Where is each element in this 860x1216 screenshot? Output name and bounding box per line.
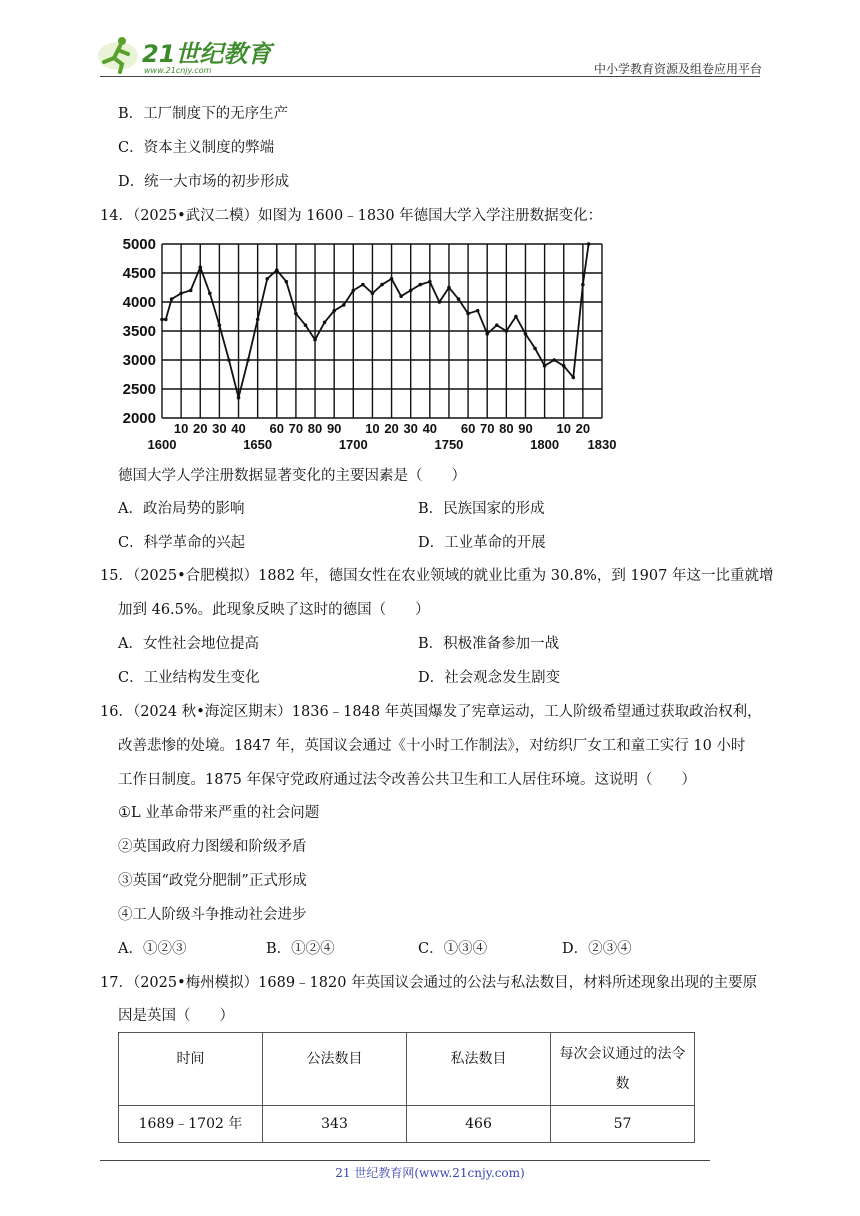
data-point	[457, 297, 461, 301]
enrollment-line	[162, 244, 589, 398]
x-minor-tick-label: 90	[518, 421, 533, 436]
data-point	[227, 358, 231, 362]
data-point	[164, 318, 168, 322]
data-point	[380, 283, 384, 287]
x-minor-tick-label: 40	[231, 421, 246, 436]
table-cell: 466	[407, 1106, 551, 1143]
data-point	[323, 321, 327, 325]
header-divider	[100, 76, 760, 77]
data-point	[352, 289, 356, 293]
x-minor-tick-label: 10	[365, 421, 380, 436]
data-point	[256, 318, 260, 322]
data-point	[438, 300, 442, 304]
site-name: 中小学教育资源及组卷应用平台	[593, 62, 762, 76]
data-point	[562, 364, 566, 368]
x-minor-tick-label: 20	[575, 421, 591, 436]
data-point	[371, 292, 375, 296]
data-point	[505, 329, 509, 333]
data-point	[552, 358, 556, 362]
q16-statement-4: ④工人阶级斗争推动社会进步	[118, 907, 307, 923]
y-tick-label: 2500	[122, 381, 156, 398]
x-minor-tick-label: 80	[307, 421, 323, 436]
y-tick-label: 4000	[122, 294, 156, 311]
q14-option-d[interactable]: D．工业革命的开展	[418, 535, 546, 551]
q15-option-b[interactable]: B．积极准备参加一战	[418, 636, 560, 652]
table-cell: 1689﹣1702 年	[119, 1106, 263, 1143]
data-point	[418, 283, 422, 287]
x-minor-tick-label: 60	[269, 421, 285, 436]
y-tick-label: 3000	[122, 352, 156, 369]
site-logo[interactable]	[96, 32, 272, 76]
data-point	[246, 358, 250, 362]
data-point	[361, 283, 365, 287]
data-point	[533, 347, 537, 351]
q13-option-c[interactable]: C．资本主义制度的弊端	[118, 140, 275, 156]
data-point	[275, 268, 279, 272]
data-point	[170, 297, 174, 301]
data-point	[304, 323, 308, 327]
x-minor-tick-label: 70	[479, 421, 495, 436]
table-header-row	[119, 1033, 695, 1106]
x-major-tick-label: 1800	[530, 437, 560, 452]
data-point	[198, 265, 202, 269]
x-major-tick-label: 1830	[587, 437, 617, 452]
q14-option-a[interactable]: A．政治局势的影响	[118, 501, 245, 517]
data-point	[332, 309, 336, 313]
q13-option-d[interactable]: D．统一大市场的初步形成	[118, 174, 290, 190]
data-point	[294, 312, 298, 316]
q16-option-b[interactable]: B．①②④	[266, 941, 335, 957]
q16-statement-3: ③英国“政党分肥制”正式形成	[118, 873, 307, 889]
x-minor-tick-label: 10	[173, 421, 189, 436]
table-header-cell: 公法数目	[263, 1033, 407, 1106]
q17-stem-line2: 因是英国（ ）	[118, 1008, 234, 1024]
y-tick-label: 3500	[122, 323, 156, 340]
data-point	[466, 312, 470, 316]
table-header-cell: 私法数目	[407, 1033, 551, 1106]
data-point	[485, 332, 489, 336]
data-point	[524, 332, 528, 336]
x-minor-tick-label: 30	[403, 421, 418, 436]
runner-logo-icon	[96, 32, 272, 76]
data-point	[409, 289, 413, 293]
q15-option-c[interactable]: C．工业结构发生变化	[118, 670, 260, 686]
q16-option-d[interactable]: D．②③④	[562, 941, 632, 957]
data-point	[476, 309, 480, 313]
q16-statement-1: ①L 业革命带来严重的社会问题	[118, 805, 320, 821]
data-point	[237, 396, 241, 400]
x-major-tick-label: 1700	[338, 437, 368, 452]
y-tick-label: 5000	[122, 236, 156, 253]
x-minor-tick-label: 30	[212, 421, 227, 436]
x-minor-tick-label: 60	[460, 421, 476, 436]
data-point	[390, 277, 394, 281]
q15-stem-line1: 15．（2025•合肥模拟）1882 年，德国女性在农业领域的就业比重为 30.8%，到 1907 年这一比重就增	[100, 568, 774, 584]
footer-text[interactable]: 21 世纪教育网(www.21cnjy.com)	[335, 1166, 525, 1180]
data-point	[342, 303, 346, 307]
q15-stem-line2: 加到 46.5%。此现象反映了这时的德国（ ）	[118, 602, 430, 618]
x-major-tick-label: 1750	[434, 437, 464, 452]
data-point	[447, 286, 451, 290]
q14-question: 德国大学人学注册数据显著变化的主要因素是（ ）	[118, 468, 466, 484]
x-minor-tick-label: 10	[556, 421, 571, 436]
x-minor-tick-label: 20	[193, 421, 208, 436]
data-point	[495, 323, 499, 327]
data-point	[514, 315, 518, 319]
x-minor-tick-label: 40	[422, 421, 438, 436]
data-point	[399, 294, 403, 298]
x-major-tick-label: 1650	[243, 437, 273, 452]
q16-stem-line1: 16．（2024 秋•海淀区期末）1836﹣1848 年英国爆发了宪章运动，工人阶级希望通过获取政治权利，	[100, 704, 762, 720]
q16-stem-line3: 工作日制度。1875 年保守党政府通过法令改善公共卫生和工人居住环境。这说明（ ）	[118, 772, 697, 788]
data-point	[543, 364, 547, 368]
x-major-tick-label: 1600	[147, 437, 177, 452]
q16-option-c[interactable]: C．①③④	[418, 941, 488, 957]
data-point	[313, 338, 317, 342]
svg-text:www.21cnjy.com: www.21cnjy.com	[144, 66, 212, 75]
q13-option-b[interactable]: B．工厂制度下的无序生产	[118, 106, 289, 122]
x-minor-tick-label: 70	[288, 421, 304, 436]
data-point	[160, 318, 164, 322]
q14-option-c[interactable]: C．科学革命的兴起	[118, 535, 246, 551]
y-tick-label: 2000	[122, 410, 156, 427]
footer-divider	[100, 1160, 710, 1161]
data-point	[587, 242, 591, 246]
q15-option-d[interactable]: D．社会观念发生剧变	[418, 670, 561, 686]
data-point	[179, 292, 183, 296]
x-minor-tick-label: 80	[499, 421, 514, 436]
q17-stem-line1: 17．（2025•梅州模拟）1689﹣1820 年英国议会通过的公法与私法数目，材料所述现象出现的主要原	[100, 975, 758, 991]
data-point	[581, 283, 585, 287]
data-point	[572, 376, 576, 380]
enrollment-line-chart	[116, 236, 617, 456]
svg-text:21世纪教育: 21世纪教育	[142, 40, 272, 68]
data-point	[189, 289, 193, 293]
laws-table	[118, 1032, 695, 1143]
x-minor-tick-label: 20	[384, 421, 399, 436]
chart-axes	[123, 236, 617, 452]
table-row	[119, 1106, 695, 1143]
chart-grid	[162, 244, 602, 418]
table-cell: 57	[551, 1106, 695, 1143]
y-tick-label: 4500	[122, 265, 156, 282]
table-header-cell: 时间	[119, 1033, 263, 1106]
table-cell: 343	[263, 1106, 407, 1143]
data-point	[428, 280, 432, 284]
data-point	[208, 292, 212, 296]
x-minor-tick-label: 90	[326, 421, 342, 436]
q16-option-a[interactable]: A．①②③	[118, 941, 187, 957]
data-point	[218, 323, 222, 327]
data-point	[265, 277, 269, 281]
q16-statement-2: ②英国政府力图缓和阶级矛盾	[118, 839, 307, 855]
table-header-cell: 每次会议通过的法令 数	[551, 1033, 695, 1106]
q16-stem-line2: 改善悲惨的处境。1847 年，英国议会通过《十小时工作制法》，对纺织厂女工和童工实行 10 小时	[118, 738, 746, 754]
q14-stem: 14．（2025•武汉二模）如图为 1600﹣1830 年德国大学入学注册数据变化：	[100, 208, 603, 224]
q14-option-b[interactable]: B．民族国家的形成	[418, 501, 545, 517]
data-point	[285, 280, 289, 284]
q15-option-a[interactable]: A．女性社会地位提高	[118, 636, 259, 652]
